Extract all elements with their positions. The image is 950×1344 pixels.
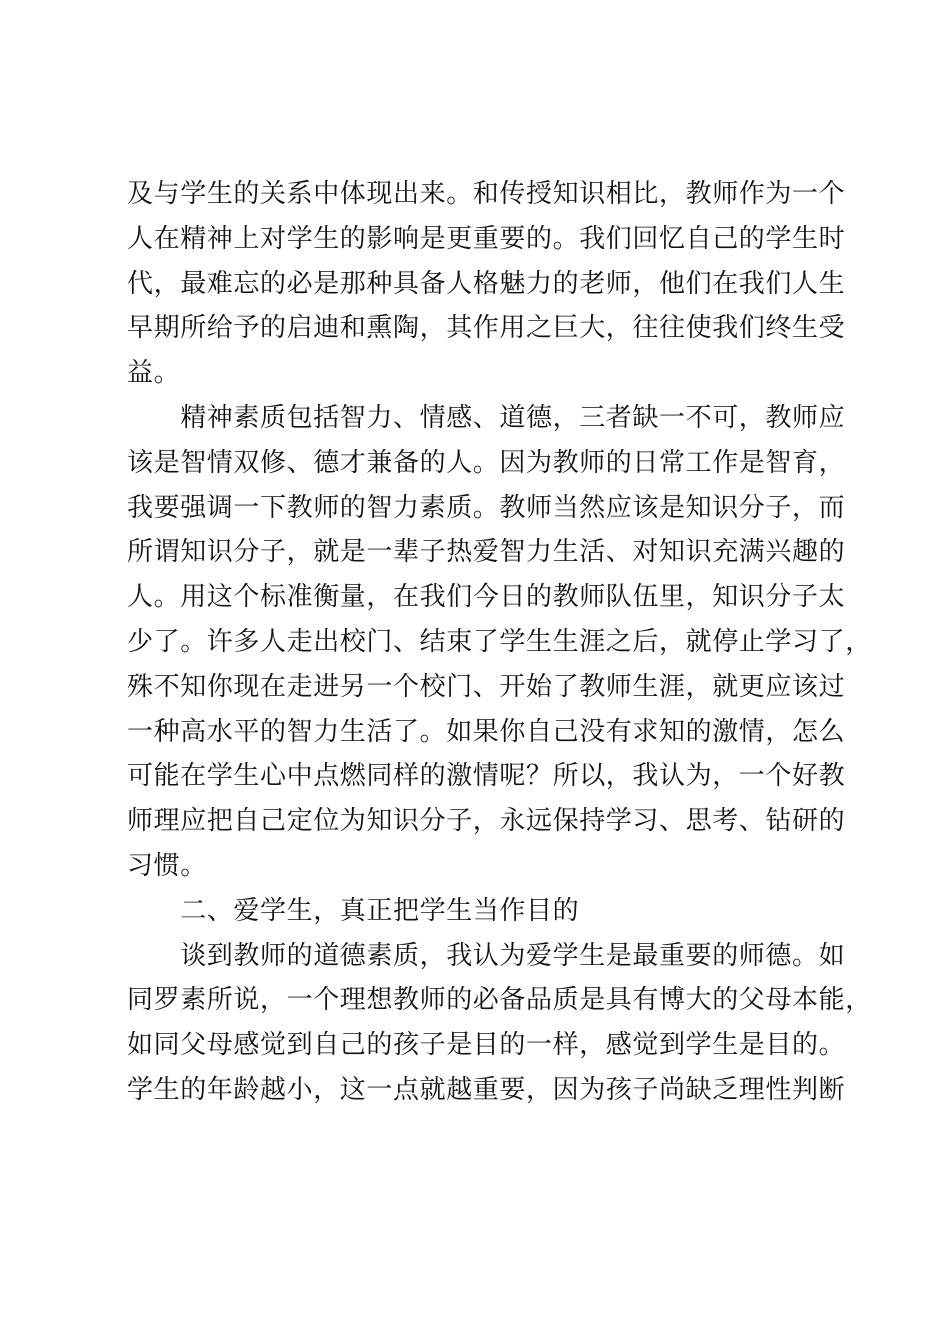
text-line: 该是智情双修、德才兼备的人。因为教师的日常工作是智育， <box>127 447 846 478</box>
text-line: 如同父母感觉到自己的孩子是目的一样，感觉到学生是目的。 <box>127 1030 846 1061</box>
text-line: 精神素质包括智力、情感、道德，三者缺一不可，教师应 <box>127 402 846 433</box>
text-line: 殊不知你现在走进另一个校门、开始了教师生涯，就更应该过 <box>127 671 846 702</box>
document-body <box>127 172 872 1113</box>
text-line: 一种高水平的智力生活了。如果你自己没有求知的激情，怎么 <box>127 716 846 747</box>
text-line: 益。 <box>127 358 181 389</box>
text-line: 早期所给予的启迪和熏陶，其作用之巨大，往往使我们终生受 <box>127 313 846 344</box>
text-line: 我要强调一下教师的智力素质。教师当然应该是知识分子，而 <box>127 492 846 523</box>
text-line: 可能在学生心中点燃同样的激情呢？所以，我认为，一个好教 <box>127 761 846 792</box>
text-line: 及与学生的关系中体现出来。和传授知识相比，教师作为一个 <box>127 179 846 209</box>
text-line: 代，最难忘的必是那种具备人格魅力的老师，他们在我们人生 <box>127 268 846 299</box>
text-line: 同罗素所说，一个理想教师的必备品质是具有博大的父母本能， <box>127 985 872 1016</box>
text-line: 师理应把自己定位为知识分子，永远保持学习、思考、钻研的 <box>127 806 846 837</box>
text-line: 所谓知识分子，就是一辈子热爱智力生活、对知识充满兴趣的 <box>127 537 846 568</box>
section-heading: 二、爱学生，真正把学生当作目的 <box>127 895 580 926</box>
text-line: 人在精神上对学生的影响是更重要的。我们回忆自己的学生时 <box>127 223 846 254</box>
text-line: 人。用这个标准衡量，在我们今日的教师队伍里，知识分子太 <box>127 582 846 613</box>
text-line: 少了。许多人走出校门、结束了学生生涯之后，就停止学习了， <box>127 626 872 657</box>
text-line: 学生的年龄越小，这一点就越重要，因为孩子尚缺乏理性判断 <box>127 1074 846 1105</box>
text-line: 谈到教师的道德素质，我认为爱学生是最重要的师德。如 <box>127 940 846 971</box>
text-line: 习惯。 <box>127 850 207 881</box>
